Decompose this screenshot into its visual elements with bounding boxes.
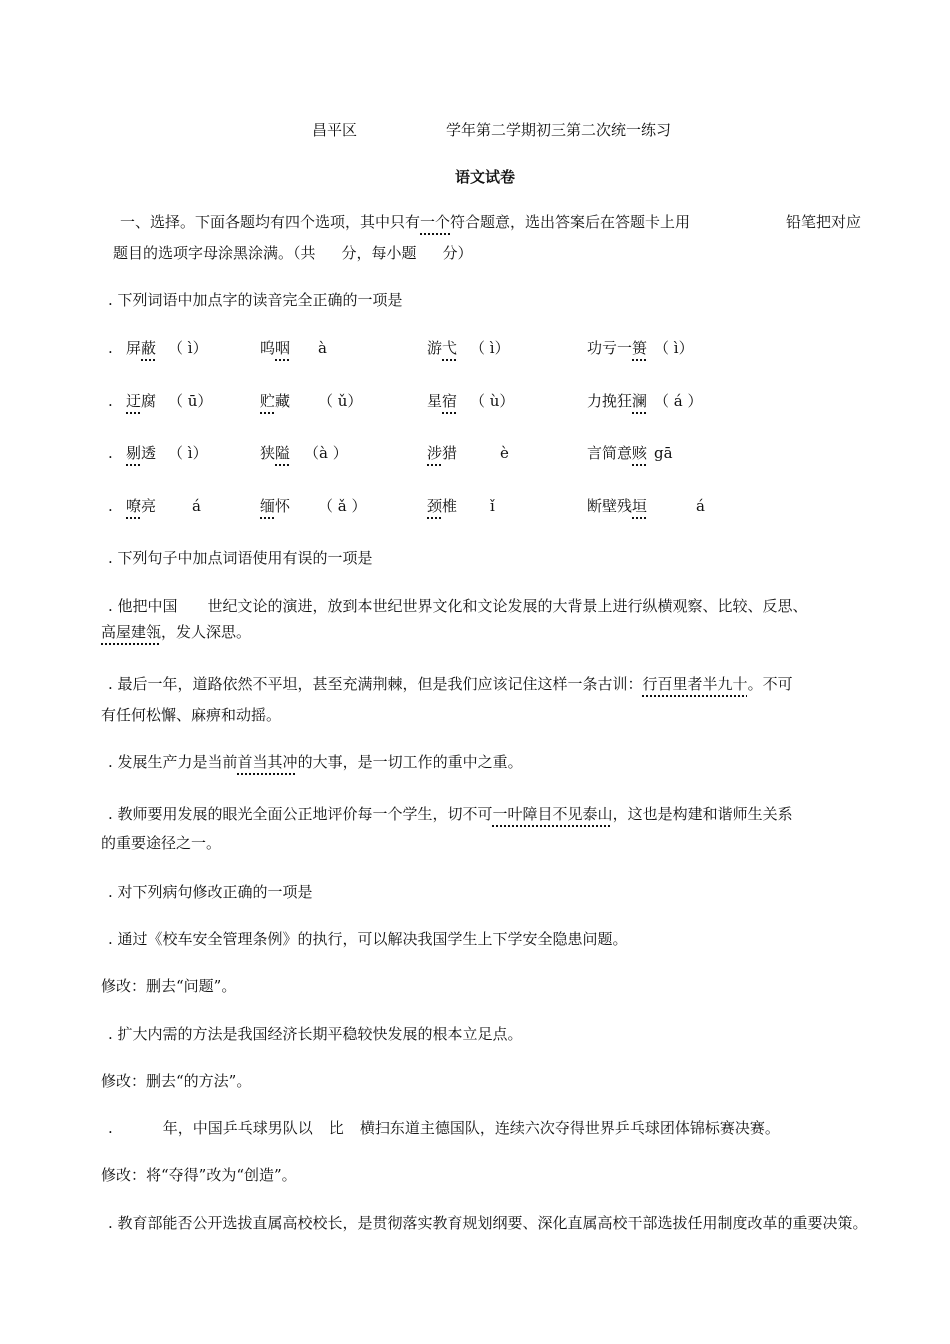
section-instructions-tail: 铅笔把对应 (786, 213, 862, 231)
dotted-char: 澜 (632, 392, 648, 410)
pinyin-annotation: gā (654, 444, 673, 462)
pinyin-annotation: （à ） (304, 444, 348, 462)
pinyin-annotation: （ ǔ） (318, 392, 363, 410)
question-2-option-c: . 发展生产力是当前首当其冲的大事，是一切工作的重中之重。 (108, 753, 523, 771)
option-word: 力挽狂澜 (587, 392, 648, 410)
question-3-option-c-fix: 修改：将“夺得”改为“创造”。 (101, 1166, 297, 1184)
option-word: 涉猎 (427, 444, 458, 462)
dotted-emphasis: 一个 (420, 213, 451, 231)
dotted-char: 剔 (126, 444, 142, 462)
question-3-stem: . 对下列病句修改正确的一项是 (108, 883, 313, 901)
question-3-option-c: . 年，中国乒乓球男队以 比 横扫东道主德国队，连续六次夺得世界乒乓球团体锦标赛决赛。 (108, 1119, 780, 1137)
dotted-phrase: 首当其冲 (237, 753, 298, 771)
dotted-char: 蔽 (141, 339, 157, 357)
dotted-char: 篑 (632, 339, 648, 357)
dotted-phrase: 一叶障目不见泰山 (492, 805, 613, 823)
dotted-phrase: 行百里者半九十 (642, 675, 748, 693)
paper-subtitle: 语文试卷 (455, 168, 516, 186)
option-word: 游弋 (427, 339, 458, 357)
option-word: 迂腐 (126, 392, 157, 410)
pinyin-annotation: （ ù） (470, 392, 515, 410)
option-word: 言简意赅 (587, 444, 648, 462)
question-3-option-b: . 扩大内需的方法是我国经济长期平稳较快发展的根本立足点。 (108, 1025, 523, 1043)
option-word: 功亏一篑 (587, 339, 648, 357)
pinyin-annotation: （ ū） (168, 392, 213, 410)
exam-title: 学年第二学期初三第二次统一练习 (446, 121, 672, 139)
pinyin-annotation: （ ǎ ） (318, 497, 367, 515)
question-2-stem: . 下列句子中加点词语使用有误的一项是 (108, 549, 373, 567)
section-instructions-line2: 题目的选项字母涂黑涂满。（共 分，每小题 分） (113, 244, 473, 262)
dotted-char: 垣 (632, 497, 648, 515)
question-3-option-d: . 教育部能否公开选拔直属高校校长，是贯彻落实教育规划纲要、深化直属高校干部选拔任用制度改革的重要决策。 (108, 1214, 868, 1232)
question-2-option-a-line2: 高屋建瓴，发人深思。 (101, 623, 252, 641)
dotted-char: 隘 (275, 444, 291, 462)
pinyin-annotation: （ ì） (168, 444, 208, 462)
option-word: 颈椎 (427, 497, 458, 515)
pinyin-annotation: à (318, 339, 327, 357)
option-word: 屏蔽 (126, 339, 157, 357)
question-2-option-d-line2: 的重要途径之一。 (101, 834, 222, 852)
pinyin-annotation: ǐ (490, 497, 495, 515)
option-marker: . (108, 497, 113, 515)
dotted-char: 咽 (275, 339, 291, 357)
question-1-stem: . 下列词语中加点字的读音完全正确的一项是 (108, 291, 403, 309)
pinyin-annotation: （ ì） (168, 339, 208, 357)
option-word: 断壁残垣 (587, 497, 648, 515)
dotted-char: 贮 (260, 392, 276, 410)
option-word: 贮藏 (260, 392, 291, 410)
dotted-phrase: 高屋建瓴 (101, 623, 162, 641)
pinyin-annotation: á (696, 497, 705, 515)
option-marker: . (108, 392, 113, 410)
question-3-option-a: . 通过《校车安全管理条例》的执行，可以解决我国学生上下学安全隐患问题。 (108, 930, 628, 948)
option-word: 星宿 (427, 392, 458, 410)
dotted-char: 弋 (442, 339, 458, 357)
question-2-option-b-line1: . 最后一年，道路依然不平坦，甚至充满荆棘，但是我们应该记住这样一条古训：行百里者半九十。不可 (108, 675, 793, 693)
question-3-option-b-fix: 修改：删去“的方法”。 (101, 1072, 252, 1090)
section-instructions-line1: 一、选择。下面各题均有四个选项，其中只有一个符合题意，选出答案后在答题卡上用 (120, 213, 691, 231)
dotted-char: 赅 (632, 444, 648, 462)
pinyin-annotation: è (500, 444, 509, 462)
option-marker: . (108, 444, 113, 462)
pinyin-annotation: （ ì） (470, 339, 510, 357)
question-3-option-a-fix: 修改：删去“问题”。 (101, 977, 237, 995)
district-name: 昌平区 (312, 121, 358, 139)
option-marker: . (108, 339, 113, 357)
dotted-char: 缅 (260, 497, 276, 515)
dotted-char: 嘹 (126, 497, 142, 515)
option-word: 呜咽 (260, 339, 291, 357)
dotted-char: 宿 (442, 392, 458, 410)
question-2-option-b-line2: 有任何松懈、麻痹和动摇。 (101, 706, 282, 724)
option-word: 剔透 (126, 444, 157, 462)
pinyin-annotation: （ ì） (654, 339, 694, 357)
question-2-option-d-line1: . 教师要用发展的眼光全面公正地评价每一个学生，切不可一叶障目不见泰山，这也是构建和谐师生关系 (108, 805, 793, 823)
pinyin-annotation: （ á ） (654, 392, 703, 410)
dotted-char: 颈 (427, 497, 443, 515)
dotted-char: 迂 (126, 392, 142, 410)
pinyin-annotation: á (192, 497, 201, 515)
option-word: 缅怀 (260, 497, 291, 515)
option-word: 嘹亮 (126, 497, 157, 515)
option-word: 狭隘 (260, 444, 291, 462)
question-2-option-a-line1: . 他把中国 世纪文论的演进，放到本世纪世界文化和文论发展的大背景上进行纵横观察、比较、反思、 (108, 597, 808, 615)
dotted-char: 涉 (427, 444, 443, 462)
